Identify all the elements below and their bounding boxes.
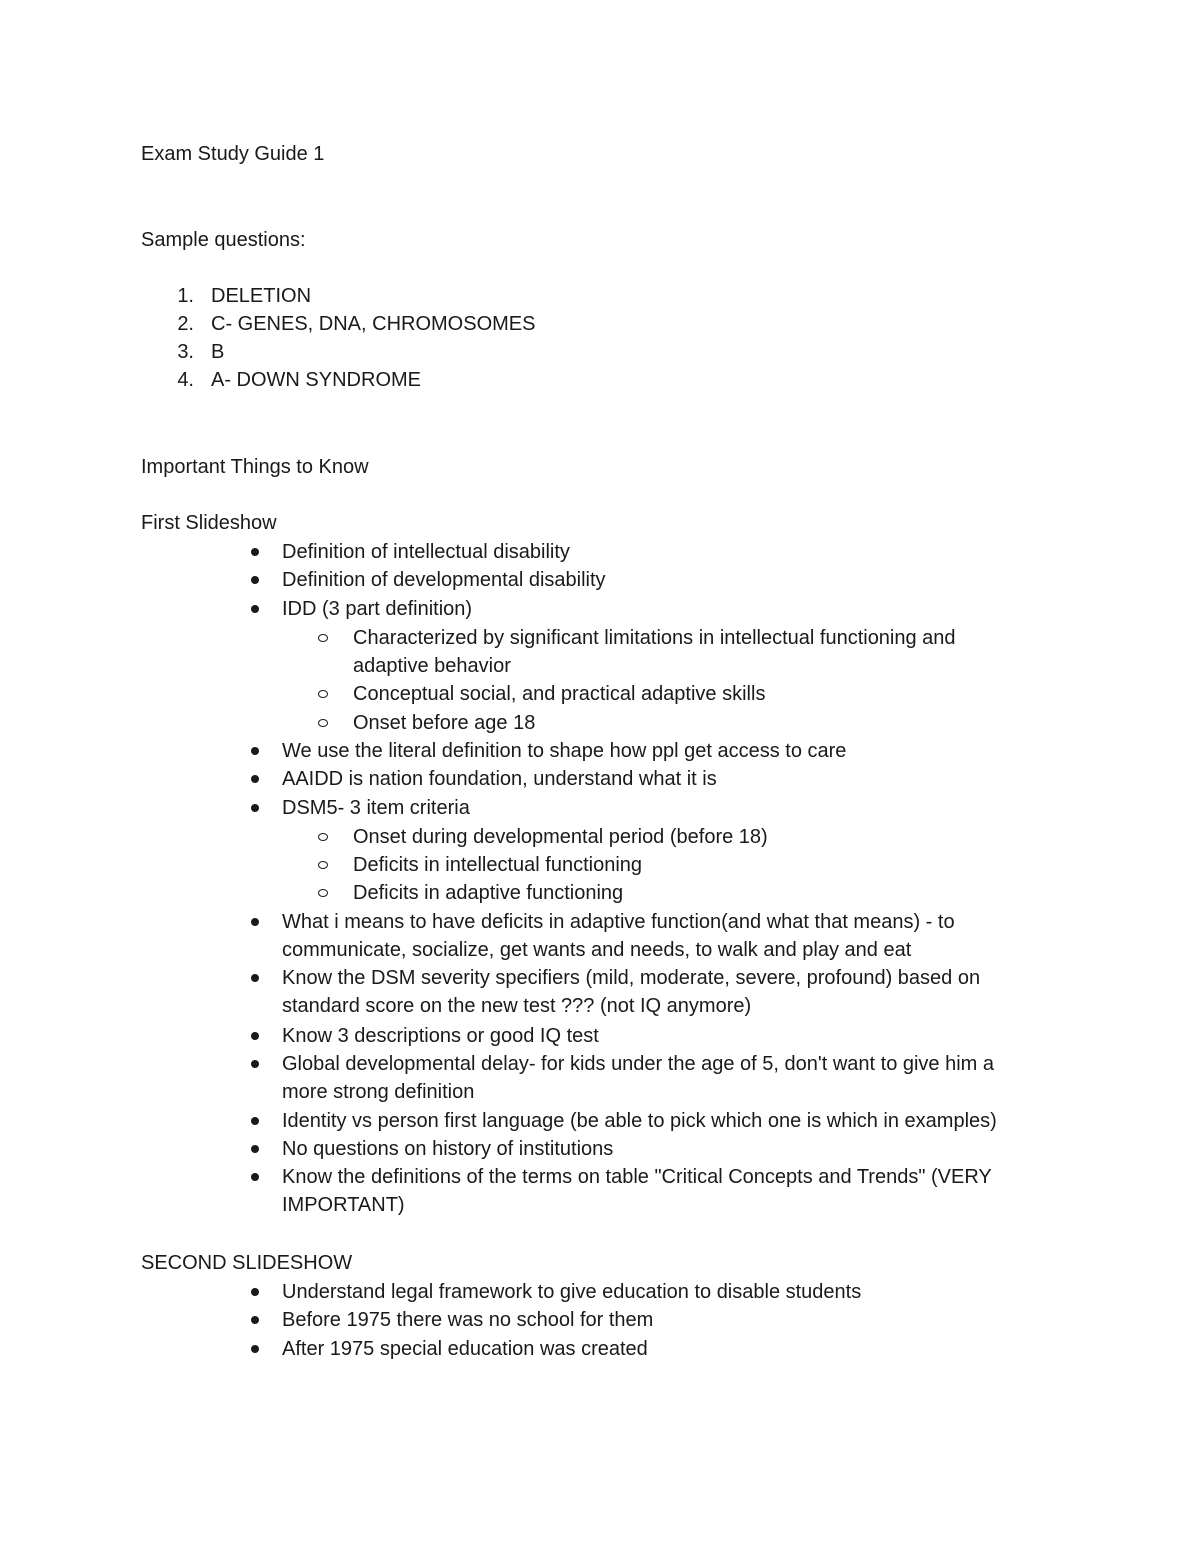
- bullet-disc-icon: [251, 974, 259, 982]
- list-item: Understand legal framework to give education to disable students: [282, 1281, 862, 1303]
- sub-list-item: Deficits in intellectual functioning: [353, 854, 643, 876]
- list-number: 4.: [177, 369, 194, 391]
- sample-questions-heading: Sample questions:: [141, 229, 306, 251]
- bullet-disc-icon: [251, 1060, 259, 1068]
- list-item: C- GENES, DNA, CHROMOSOMES: [211, 313, 536, 335]
- list-item: Identity vs person first language (be able to pick which one is which in examples): [282, 1110, 997, 1132]
- bullet-disc-icon: [251, 1345, 259, 1353]
- list-item: AAIDD is nation foundation, understand what it is: [282, 768, 717, 790]
- list-item: After 1975 special education was created: [282, 1338, 648, 1360]
- list-item: Definition of developmental disability: [282, 569, 606, 591]
- bullet-circle-icon: [318, 833, 328, 841]
- list-item: Definition of intellectual disability: [282, 541, 570, 563]
- bullet-circle-icon: [318, 719, 328, 727]
- bullet-disc-icon: [251, 747, 259, 755]
- list-item: What i means to have deficits in adaptive function(and what that means) - to: [282, 911, 955, 933]
- sub-list-item: Onset during developmental period (before 18): [353, 826, 768, 848]
- second-slideshow-heading: SECOND SLIDESHOW: [141, 1252, 353, 1274]
- bullet-disc-icon: [251, 1032, 259, 1040]
- sub-list-item: Conceptual social, and practical adaptive skills: [353, 683, 766, 705]
- list-item: Global developmental delay- for kids under the age of 5, don't want to give him a: [282, 1053, 995, 1075]
- list-number: 2.: [177, 313, 194, 335]
- bullet-disc-icon: [251, 1117, 259, 1125]
- bullet-circle-icon: [318, 889, 328, 897]
- sub-list-item-continuation: adaptive behavior: [353, 655, 511, 677]
- bullet-disc-icon: [251, 1288, 259, 1296]
- list-number: 1.: [177, 285, 194, 307]
- list-item: A- DOWN SYNDROME: [211, 369, 421, 391]
- bullet-disc-icon: [251, 576, 259, 584]
- bullet-disc-icon: [251, 1145, 259, 1153]
- list-item-continuation: more strong definition: [282, 1081, 475, 1103]
- bullet-disc-icon: [251, 548, 259, 556]
- list-item: DELETION: [211, 285, 312, 307]
- list-item: DSM5- 3 item criteria: [282, 797, 470, 819]
- sub-list-item: Characterized by significant limitations in intellectual functioning and: [353, 627, 956, 649]
- bullet-circle-icon: [318, 690, 328, 698]
- bullet-disc-icon: [251, 775, 259, 783]
- important-heading: Important Things to Know: [141, 456, 369, 478]
- bullet-disc-icon: [251, 804, 259, 812]
- list-item-continuation: communicate, socialize, get wants and needs, to walk and play and eat: [282, 939, 912, 961]
- list-item: Before 1975 there was no school for them: [282, 1309, 654, 1331]
- bullet-circle-icon: [318, 634, 328, 642]
- list-item: We use the literal definition to shape how ppl get access to care: [282, 740, 847, 762]
- list-number: 3.: [177, 341, 194, 363]
- list-item-continuation: IMPORTANT): [282, 1194, 405, 1216]
- sub-list-item: Onset before age 18: [353, 712, 536, 734]
- document-title: Exam Study Guide 1: [141, 143, 325, 165]
- list-item: Know the DSM severity specifiers (mild, moderate, severe, profound) based on: [282, 967, 981, 989]
- bullet-disc-icon: [251, 605, 259, 613]
- bullet-disc-icon: [251, 918, 259, 926]
- first-slideshow-heading: First Slideshow: [141, 512, 277, 534]
- list-item: Know 3 descriptions or good IQ test: [282, 1025, 599, 1047]
- bullet-circle-icon: [318, 861, 328, 869]
- bullet-disc-icon: [251, 1316, 259, 1324]
- list-item-continuation: standard score on the new test ??? (not IQ anymore): [282, 995, 752, 1017]
- sub-list-item: Deficits in adaptive functioning: [353, 882, 624, 904]
- list-item: Know the definitions of the terms on table "Critical Concepts and Trends" (VERY: [282, 1166, 992, 1188]
- list-item: No questions on history of institutions: [282, 1138, 614, 1160]
- list-item: B: [211, 341, 225, 363]
- list-item: IDD (3 part definition): [282, 598, 473, 620]
- bullet-disc-icon: [251, 1173, 259, 1181]
